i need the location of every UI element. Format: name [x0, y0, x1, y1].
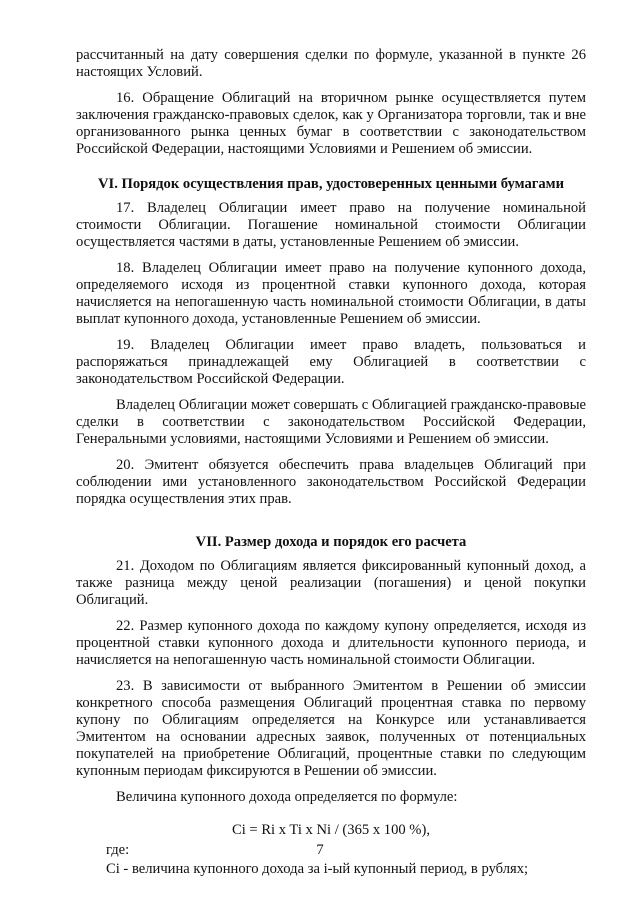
- paragraph-16: 16. Обращение Облигаций на вторичном рынке осуществляется путем заключения гражданско-правовых сделок, как у Организатора торговли, так и вне организованного рынка ценных бумаг в соответствии с законодательством Российской Федерации, настоящими Условиями и Решением об эмиссии.: [76, 90, 586, 157]
- paragraph-20: 20. Эмитент обязуется обеспечить права владельцев Облигаций при соблюдении ими установленного законодательством Российской Федерации порядка осуществления этих прав.: [76, 457, 586, 507]
- page-number: 7: [316, 842, 324, 858]
- coupon-formula: Ci = Ri x Ti x Ni / (365 x 100 %),: [232, 822, 430, 838]
- paragraph-19: 19. Владелец Облигации имеет право владеть, пользоваться и распоряжаться принадлежащей ему Облигацией в соответствии с законодательством Российской Федерации.: [76, 337, 586, 387]
- paragraph-18: 18. Владелец Облигации имеет право на получение купонного дохода, определяемого исходя из процентной ставки купонного дохода, которая начисляется на непогашенную часть номинальной стоимости Облигации, в даты выплат купонного дохода, установленные Решением об эмиссии.: [76, 260, 586, 327]
- document-body: [76, 47, 586, 878]
- continuation-paragraph: рассчитанный на дату совершения сделки по формуле, указанной в пункте 26 настоящих Условий.: [76, 47, 586, 80]
- definition-ci: Ci - величина купонного дохода за i-ый купонный период, в рублях;: [106, 861, 529, 877]
- section-6-heading: VI. Порядок осуществления прав, удостоверенных ценными бумагами: [97, 176, 565, 192]
- paragraph-17: 17. Владелец Облигации имеет право на получение номинальной стоимости Облигации. Погашение номинальной стоимости Облигации осуществляется частями в даты, установленные Решением об эмиссии.: [76, 200, 586, 250]
- paragraph-19-continued: Владелец Облигации может совершать с Облигацией гражданско-правовые сделки в соответствии с законодательством Российской Федерации, Генеральными условиями, настоящими Условиями и Решением об эмиссии.: [76, 397, 587, 447]
- paragraph-21: 21. Доходом по Облигациям является фиксированный купонный доход, а также разница между ценой реализации (погашения) и ценой покупки Облигаций.: [76, 558, 586, 608]
- section-7-heading: VII. Размер дохода и порядок его расчета: [195, 534, 467, 550]
- where-label: где:: [106, 842, 130, 858]
- paragraph-22: 22. Размер купонного дохода по каждому купону определяется, исходя из процентной ставки купонного дохода и длительности купонного периода, и начисляется на непогашенную часть номинальной стоимости Облигации.: [76, 618, 586, 668]
- paragraph-23: 23. В зависимости от выбранного Эмитентом в Решении об эмиссии конкретного способа размещения Облигаций процентная ставка по первому купону по Облигациям определяется на Конкурсе или устанавливается Эмитентом на основании адресных заявок, полученных от потенциальных покупателей на приобретение Облигаций, процентные ставки по следующим купонным периодам фиксируются в Решении об эмиссии.: [76, 678, 586, 779]
- formula-intro: Величина купонного дохода определяется по формуле:: [116, 789, 458, 805]
